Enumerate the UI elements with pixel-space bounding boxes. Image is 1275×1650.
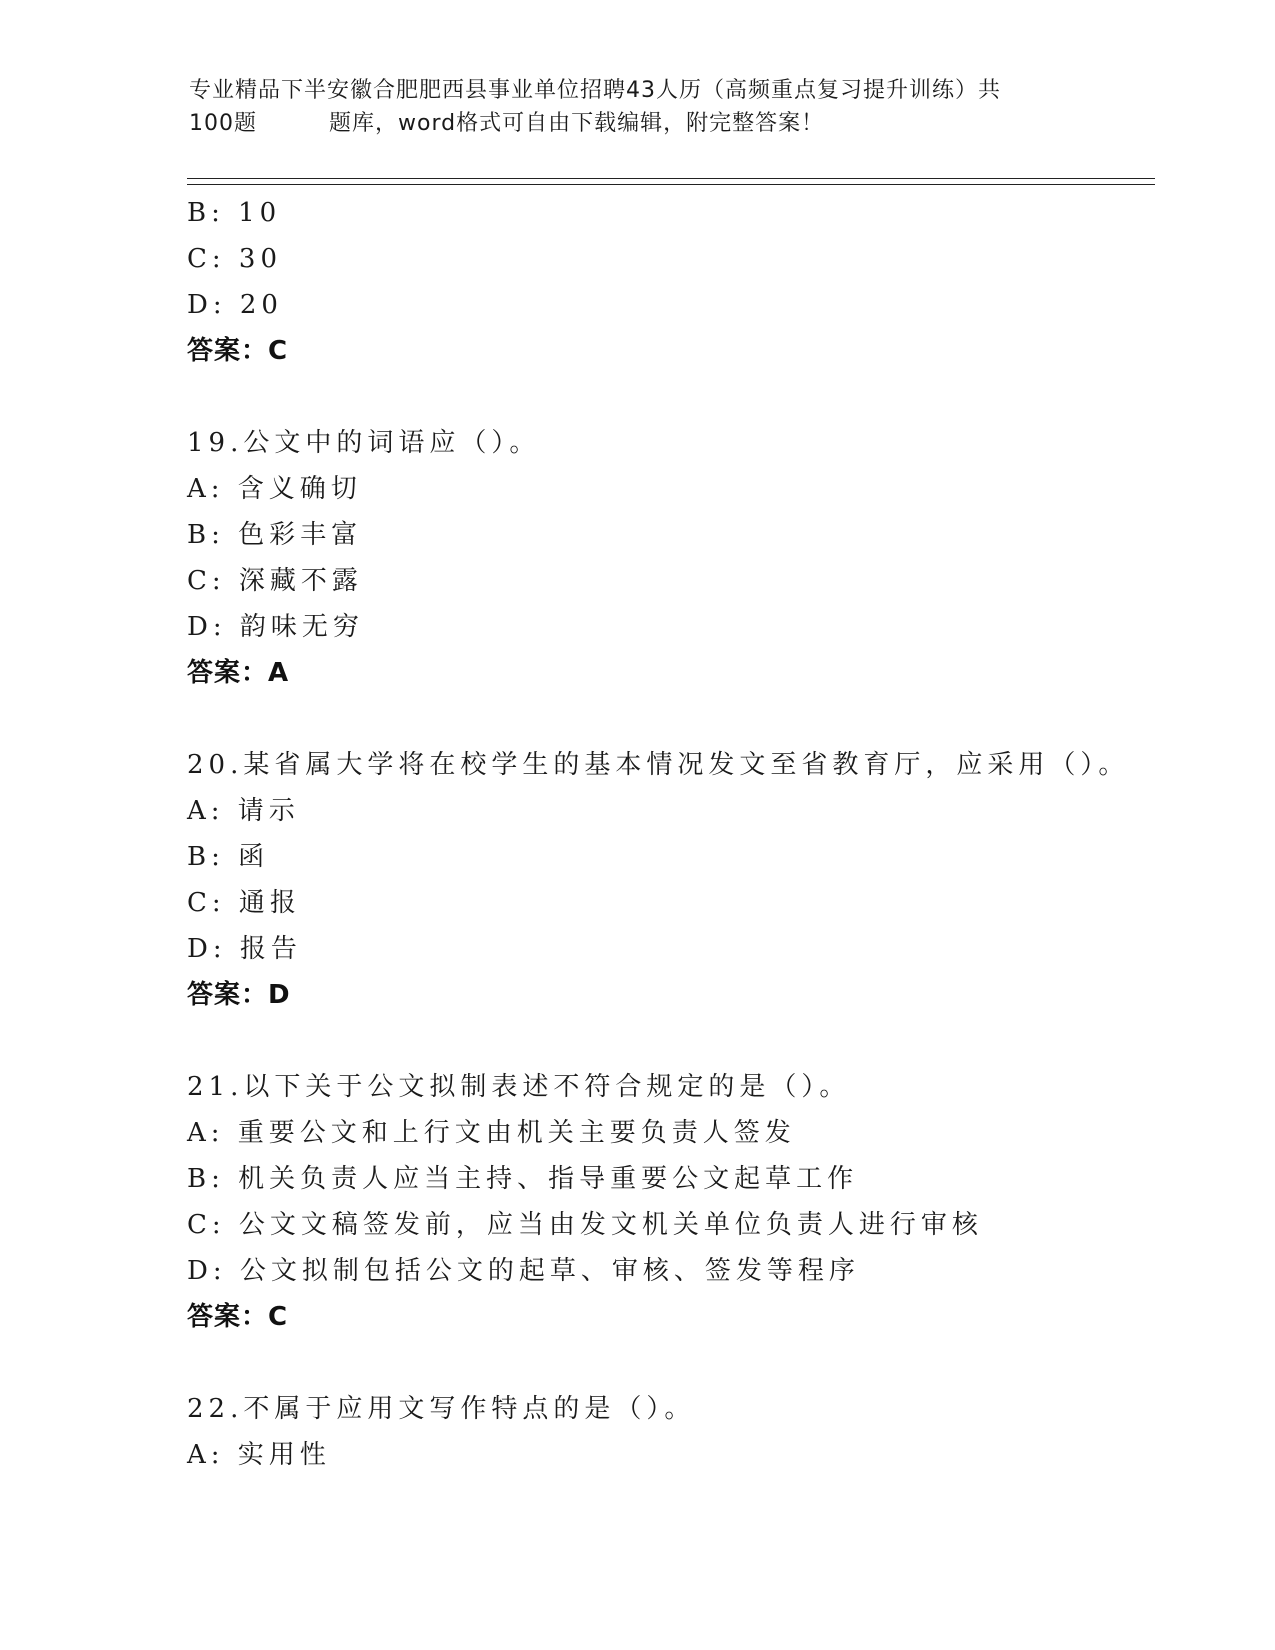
question-block-21 — [187, 1064, 1155, 1340]
option-b: B: 色彩丰富 — [187, 520, 363, 550]
option-c: C: 30 — [187, 244, 283, 274]
option-c: C: 通报 — [187, 888, 301, 918]
option-d: D: 报告 — [187, 934, 302, 964]
header-divider-bottom — [187, 184, 1155, 185]
header-question-count: 100题 — [189, 111, 257, 136]
question-list — [187, 190, 1155, 1478]
option-c: C: 公文文稿签发前，应当由发文机关单位负责人进行审核 — [187, 1210, 983, 1240]
question-block-20 — [187, 742, 1155, 1018]
option-c: C: 深藏不露 — [187, 566, 363, 596]
header-title-line-1: 专业精品下半安徽合肥肥西县事业单位招聘43人历（高频重点复习提升训练）共 — [189, 78, 1001, 103]
document-header — [189, 74, 1089, 140]
header-description: 题库，word格式可自由下载编辑，附完整答案！ — [329, 111, 825, 136]
option-a: A: 请示 — [187, 796, 300, 826]
option-a: A: 实用性 — [187, 1440, 331, 1470]
answer-line: 答案：C — [187, 336, 289, 366]
option-d: D: 20 — [187, 290, 283, 320]
header-divider-top — [187, 178, 1155, 179]
question-text: 19.公文中的词语应（）。 — [187, 428, 541, 458]
question-text: 22.不属于应用文写作特点的是（）。 — [187, 1394, 696, 1424]
header-title-line-2 — [189, 107, 1089, 140]
option-d: D: 公文拟制包括公文的起草、审核、签发等程序 — [187, 1256, 860, 1286]
option-b: B: 函 — [187, 842, 270, 872]
option-b: B: 10 — [187, 198, 282, 228]
answer-line: 答案：D — [187, 980, 291, 1010]
option-a: A: 含义确切 — [187, 474, 362, 504]
answer-line: 答案：C — [187, 1302, 289, 1332]
question-block-22 — [187, 1386, 1155, 1478]
answer-line: 答案：A — [187, 658, 290, 688]
option-a: A: 重要公文和上行文由机关主要负责人签发 — [187, 1118, 796, 1148]
question-block-19 — [187, 420, 1155, 696]
option-d: D: 韵味无穷 — [187, 612, 364, 642]
option-b: B: 机关负责人应当主持、指导重要公文起草工作 — [187, 1164, 859, 1194]
question-text: 20.某省属大学将在校学生的基本情况发文至省教育厅，应采用（）。 — [187, 750, 1130, 780]
question-text: 21.以下关于公文拟制表述不符合规定的是（）。 — [187, 1072, 851, 1102]
question-block-partial — [187, 190, 1155, 374]
